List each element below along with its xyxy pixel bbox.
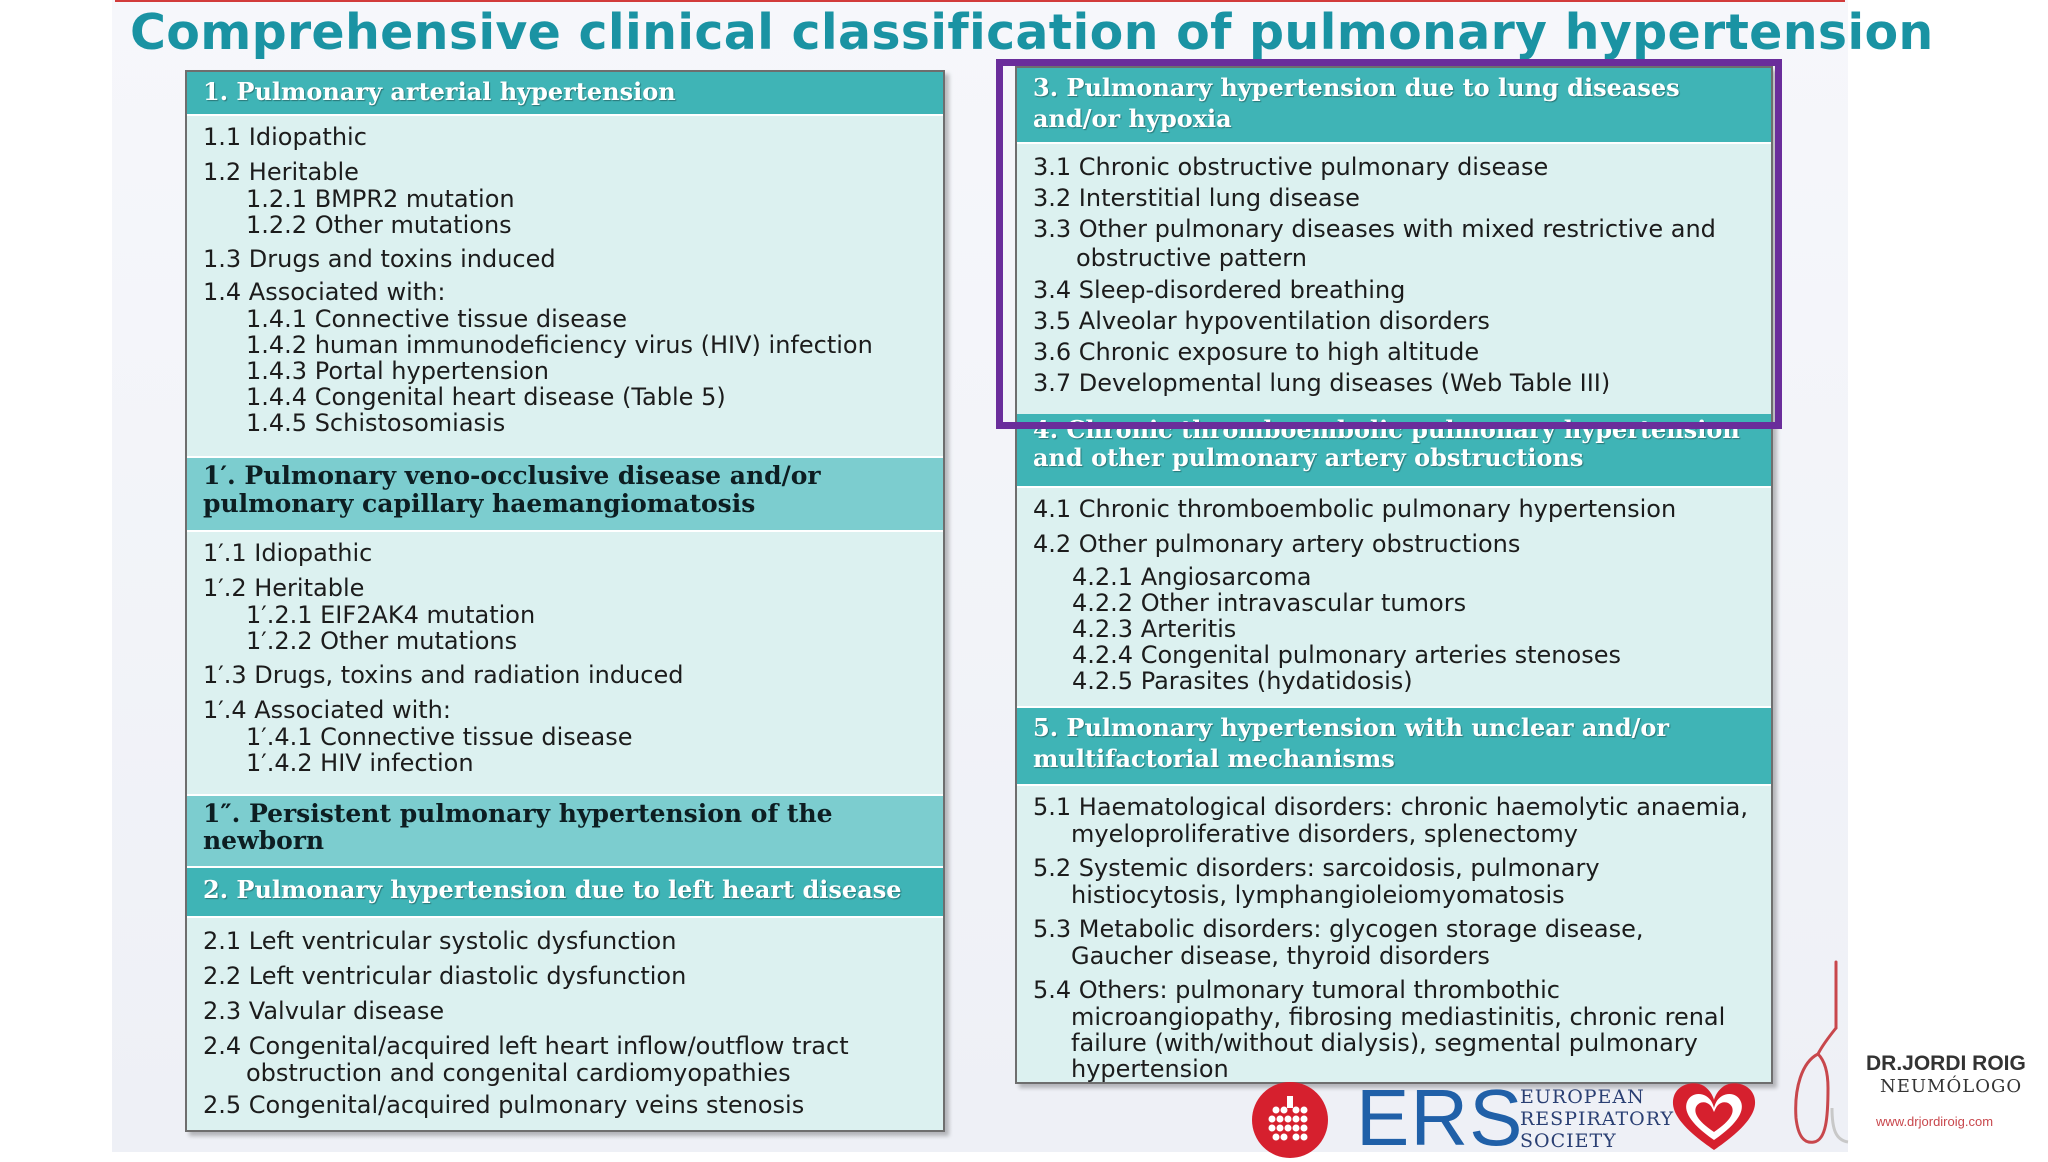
list-subitem: 1.4.1 Connective tissue disease: [246, 305, 628, 333]
list-item: 2.3 Valvular disease: [203, 997, 445, 1025]
ers-subtitle-line-2: RESPIRATORY: [1520, 1108, 1674, 1130]
list-item: 3.6 Chronic exposure to high altitude: [1033, 338, 1480, 366]
group-2-section: [187, 868, 943, 1125]
list-subitem: 1.2.2 Other mutations: [246, 211, 512, 239]
group-2-body: [187, 918, 943, 1125]
list-item: 5.4 Others: pulmonary tumoral thrombothic: [1033, 976, 1560, 1004]
list-subitem: 4.2.5 Parasites (hydatidosis): [1072, 667, 1413, 695]
list-subitem: 1.4.3 Portal hypertension: [246, 357, 550, 385]
group-3-header-line-1: 3. Pulmonary hypertension due to lung diseases: [1033, 73, 1680, 102]
list-item: 5.2 Systemic disorders: sarcoidosis, pulmonary: [1033, 854, 1600, 882]
group-4-header-line-2: and other pulmonary artery obstructions: [1033, 443, 1584, 472]
list-item: 1.4 Associated with:: [203, 278, 446, 306]
ers-subtitle-line-3: SOCIETY: [1520, 1130, 1617, 1152]
list-subitem: 1′.2.2 Other mutations: [246, 627, 518, 655]
list-item-continuation: microangiopathy, fibrosing mediastinitis, chronic renal: [1071, 1003, 1726, 1031]
ers-logo-text: ERS: [1356, 1073, 1524, 1162]
slide-title: Comprehensive clinical classification of pulmonary hypertension: [130, 4, 1934, 61]
group-5-section: [1017, 706, 1771, 1084]
list-item-continuation: obstruction and congenital cardiomyopathies: [246, 1059, 791, 1087]
ers-lungs-logo-icon: [1252, 1082, 1328, 1158]
group-1-prime-header: 1′. Pulmonary veno-occlusive disease and/or pulmonary capillary haemangiomatosis: [187, 456, 943, 532]
group-4-section: [1017, 414, 1771, 706]
group-4-header-line-1: 4. Chronic thromboembolic pulmonary hypertension: [1033, 415, 1740, 444]
list-item: 4.2 Other pulmonary artery obstructions: [1033, 530, 1521, 558]
ers-subtitle-line-1: EUROPEAN: [1520, 1086, 1645, 1108]
list-subitem: 1′.4.1 Connective tissue disease: [246, 723, 633, 751]
list-item: 3.7 Developmental lung diseases (Web Table III): [1033, 369, 1611, 397]
esc-heart-logo-icon: [1666, 1078, 1762, 1156]
list-item: 3.1 Chronic obstructive pulmonary disease: [1033, 153, 1549, 181]
list-subitem: 1.2.1 BMPR2 mutation: [246, 185, 515, 213]
lungs-drawing-icon: [1792, 958, 1872, 1152]
list-item-continuation: Gaucher disease, thyroid disorders: [1071, 942, 1490, 970]
list-item: 3.2 Interstitial lung disease: [1033, 184, 1360, 212]
list-item: 5.3 Metabolic disorders: glycogen storage disease,: [1033, 915, 1644, 943]
list-item: 3.4 Sleep-disordered breathing: [1033, 276, 1406, 304]
list-subitem: 1.4.2 human immunodeficiency virus (HIV) infection: [246, 331, 873, 359]
list-item-continuation: hypertension: [1071, 1055, 1229, 1083]
top-accent-line: [115, 0, 1845, 2]
list-subitem: 1′.4.2 HIV infection: [246, 749, 474, 777]
group-1-prime-body: [187, 532, 943, 794]
list-item: 1′.3 Drugs, toxins and radiation induced: [203, 661, 684, 689]
group-1-section: [187, 72, 943, 456]
list-item: 1.1 Idiopathic: [203, 123, 367, 151]
list-item: 5.1 Haematological disorders: chronic haemolytic anaemia,: [1033, 793, 1748, 821]
author-name: DR.JORDI ROIG: [1866, 1052, 2026, 1075]
list-item-continuation: histiocytosis, lymphangioleiomyomatosis: [1071, 881, 1565, 909]
list-subitem: 1′.2.1 EIF2AK4 mutation: [246, 601, 536, 629]
list-item: 4.1 Chronic thromboembolic pulmonary hypertension: [1033, 495, 1677, 523]
list-item: 1.2 Heritable: [203, 158, 359, 186]
group-1-header: 1. Pulmonary arterial hypertension: [187, 72, 943, 116]
group-1-double-prime-section: [187, 794, 943, 868]
list-item: 2.1 Left ventricular systolic dysfunction: [203, 927, 677, 955]
list-item: 1′.4 Associated with:: [203, 696, 451, 724]
list-item: 1′.1 Idiopathic: [203, 539, 373, 567]
group-2-header: 2. Pulmonary hypertension due to left heart disease: [187, 868, 943, 918]
list-item: 3.5 Alveolar hypoventilation disorders: [1033, 307, 1490, 335]
group-4-body: [1017, 488, 1771, 706]
list-item: 3.3 Other pulmonary diseases with mixed restrictive and: [1033, 215, 1716, 243]
list-item: 1′.2 Heritable: [203, 574, 365, 602]
group-5-header: [1017, 706, 1771, 786]
list-item: 2.5 Congenital/acquired pulmonary veins stenosis: [203, 1091, 805, 1119]
list-subitem: 4.2.3 Arteritis: [1072, 615, 1237, 643]
group-1-prime-section: [187, 456, 943, 794]
list-subitem: 4.2.4 Congenital pulmonary arteries stenoses: [1072, 641, 1621, 669]
left-classification-panel: [185, 70, 945, 1132]
list-subitem: 4.2.2 Other intravascular tumors: [1072, 589, 1467, 617]
list-subitem: 1.4.4 Congenital heart disease (Table 5): [246, 383, 726, 411]
group-5-body: [1017, 786, 1771, 1084]
author-url: www.drjordiroig.com: [1876, 1114, 1994, 1129]
group-3-header-line-2: and/or hypoxia: [1033, 104, 1232, 133]
group-1-double-prime-header: 1″. Persistent pulmonary hypertension of the newborn: [187, 794, 943, 868]
list-item: 1.3 Drugs and toxins induced: [203, 245, 556, 273]
group-5-header-line-2: multifactorial mechanisms: [1033, 744, 1395, 773]
list-item: 2.4 Congenital/acquired left heart inflow/outflow tract: [203, 1032, 849, 1060]
author-role: NEUMÓLOGO: [1880, 1076, 2023, 1097]
list-item-continuation: obstructive pattern: [1076, 244, 1307, 272]
group-5-header-line-1: 5. Pulmonary hypertension with unclear and/or: [1033, 713, 1670, 742]
list-subitem: 4.2.1 Angiosarcoma: [1072, 563, 1312, 591]
highlight-frame: [996, 59, 1782, 429]
group-1-body: [187, 116, 943, 456]
list-item-continuation: failure (with/without dialysis), segmental pulmonary: [1071, 1029, 1698, 1057]
list-item-continuation: myeloproliferative disorders, splenectomy: [1071, 820, 1578, 848]
ers-logo-subtitle: [1520, 1086, 1674, 1152]
list-item: 2.2 Left ventricular diastolic dysfunction: [203, 962, 687, 990]
list-subitem: 1.4.5 Schistosomiasis: [246, 409, 506, 437]
